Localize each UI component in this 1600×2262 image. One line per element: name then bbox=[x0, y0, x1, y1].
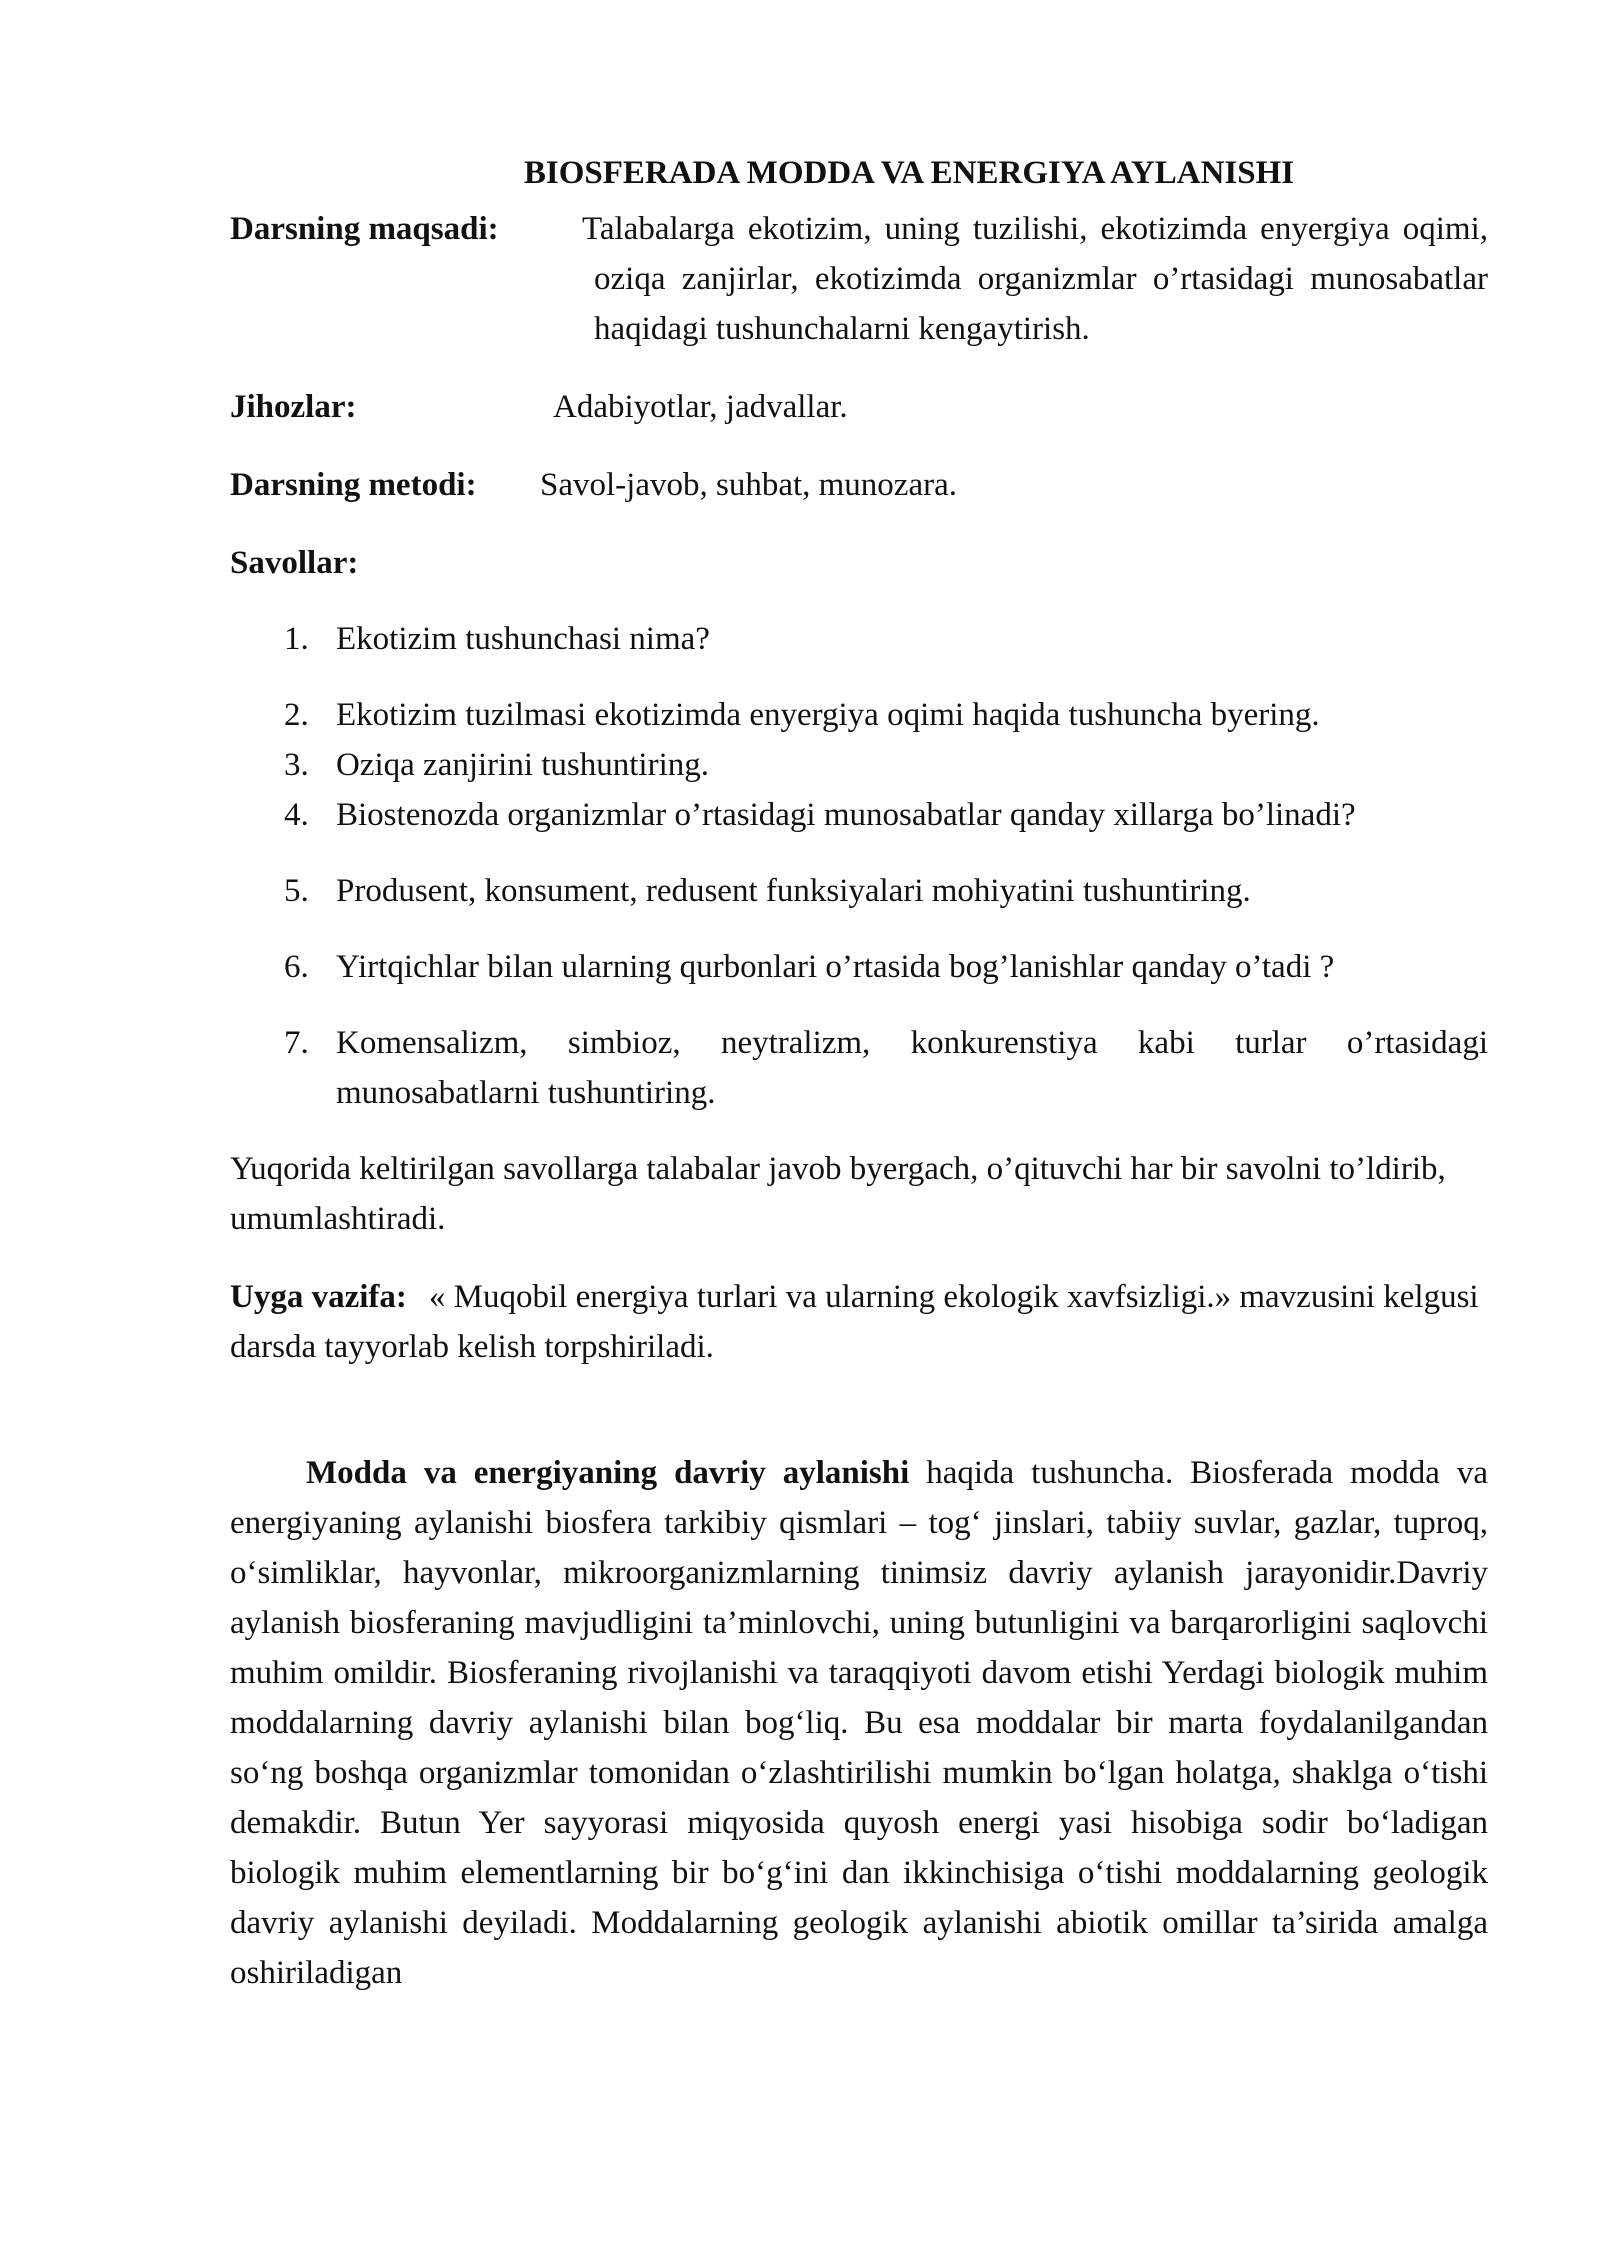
lesson-method bbox=[230, 460, 1488, 510]
equipment-label: Jihozlar: bbox=[230, 389, 357, 425]
questions-list bbox=[230, 614, 1488, 1118]
question-number: 5. bbox=[284, 873, 309, 909]
question-item bbox=[230, 690, 1488, 740]
question-item bbox=[230, 942, 1488, 992]
body-paragraph bbox=[230, 1448, 1488, 1998]
questions-heading: Savollar: bbox=[230, 545, 359, 581]
homework-label: Uyga vazifa: bbox=[230, 1279, 407, 1315]
question-item bbox=[230, 866, 1488, 916]
question-item bbox=[230, 614, 1488, 664]
question-number: 2. bbox=[284, 697, 309, 733]
question-text: Biostenozda organizmlar o’rtasidagi munosabatlar qanday xillarga bo’linadi? bbox=[336, 797, 1356, 833]
lesson-goal-label: Darsning maqsadi: bbox=[230, 211, 499, 247]
question-text: Produsent, konsument, redusent funksiyalari mohiyatini tushuntiring. bbox=[336, 873, 1251, 909]
question-item bbox=[230, 1018, 1488, 1118]
lesson-method-value: Savol-javob, suhbat, munozara. bbox=[540, 467, 957, 503]
lesson-goal bbox=[230, 204, 1488, 354]
question-number: 1. bbox=[284, 621, 309, 657]
document-title: BIOSFERADA MODDA VA ENERGIYA AYLANISHI bbox=[523, 155, 1295, 191]
lesson-goal-value: Talabalarga ekotizim, uning tuzilishi, ekotizimda enyergiya oqimi, oziqa zanjirlar, ekotizimda organizmlar o’rtasidagi munosabatlar haqidagi tushunchalarni kengaytirish. bbox=[582, 211, 1488, 347]
question-text: Yirtqichlar bilan ularning qurbonlari o’rtasida bog’lanishlar qanday o’tadi ? bbox=[336, 949, 1335, 985]
question-text: Ekotizim tushunchasi nima? bbox=[336, 621, 710, 657]
question-item bbox=[230, 790, 1488, 840]
question-number: 6. bbox=[284, 949, 309, 985]
document-content bbox=[230, 148, 1488, 1998]
summary-paragraph: Yuqorida keltirilgan savollarga talabalar javob byergach, o’qituvchi har bir savolni to’ldirib, umumlashtiradi. bbox=[230, 1151, 1446, 1237]
question-text: Ekotizim tuzilmasi ekotizimda enyergiya oqimi haqida tushuncha byering. bbox=[336, 697, 1320, 733]
question-number: 3. bbox=[284, 747, 309, 783]
question-text: Oziqa zanjirini tushuntiring. bbox=[336, 747, 710, 783]
body-text: haqida tushuncha. Biosferada modda va energiyaning aylanishi biosfera tarkibiy qismlari – tog‘ jinslari, tabiiy suvlar, gazlar, tuproq, o‘simliklar, hayvonlar, mikroorganizmlarning tinimsiz davriy aylanish jarayonidir.Davriy aylanish biosferaning mavjudligini ta’minlovchi, uning butunligini va barqarorligini saqlovchi muhim omildir. Biosferaning rivojlanishi va taraqqiyoti davom etishi Yerdagi biologik muhim moddalarning davriy aylanishi bilan bog‘liq. Bu esa moddalar bir marta foydalanilgandan so‘ng boshqa organizmlar tomonidan o‘zlashtirilishi mumkin bo‘lgan holatga, shaklga o‘tishi demakdir. Butun Yer sayyorasi miqyosida quyosh energi yasi hisobiga sodir bo‘ladigan biologik muhim elementlarning bir bo‘g‘ini dan ikkinchisiga o‘tishi moddalarning geologik davriy aylanishi deyiladi. Moddalarning geologik aylanishi abiotik omillar ta’sirida amalga oshiriladigan bbox=[230, 1455, 1488, 1991]
question-number: 7. bbox=[284, 1025, 309, 1061]
homework-value: « Muqobil energiya turlari va ularning ekologik xavfsizligi.» mavzusini kelgusi darsda tayyorlab kelish torpshiriladi. bbox=[230, 1279, 1479, 1365]
question-item bbox=[230, 740, 1488, 790]
question-number: 4. bbox=[284, 797, 309, 833]
equipment-value: Adabiyotlar, jadvallar. bbox=[553, 389, 848, 425]
body-lead: Modda va energiyaning davriy aylanishi bbox=[306, 1455, 910, 1491]
question-text: Komensalizm, simbioz, neytralizm, konkurenstiya kabi turlar o’rtasidagi munosabatlarni tushuntiring. bbox=[336, 1025, 1488, 1111]
lesson-method-label: Darsning metodi: bbox=[230, 467, 477, 503]
homework bbox=[230, 1272, 1488, 1372]
equipment bbox=[230, 382, 1488, 432]
